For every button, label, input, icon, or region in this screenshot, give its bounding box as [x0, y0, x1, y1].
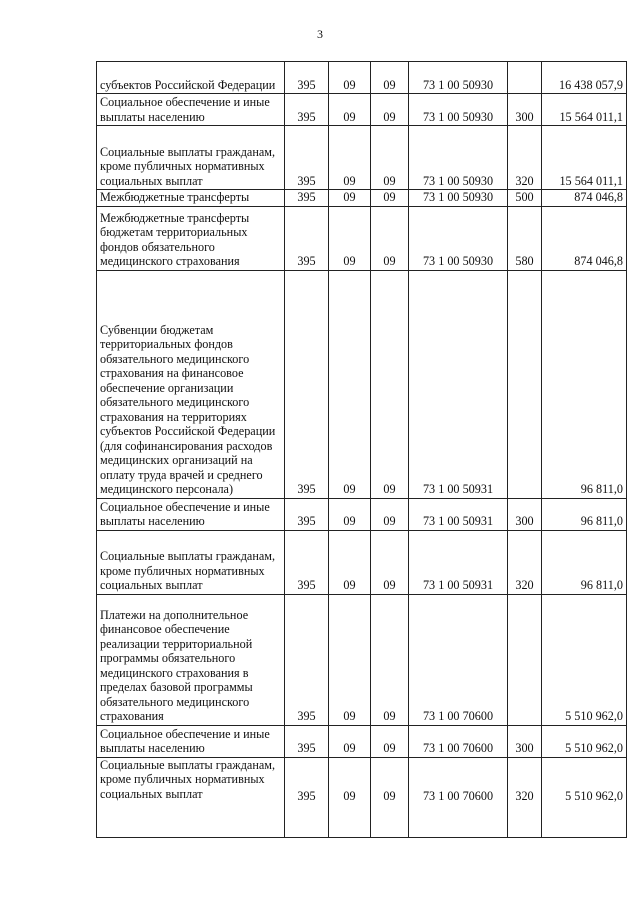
- subsection-code: 09: [371, 594, 409, 725]
- target-article-code: 73 1 00 50930: [409, 190, 508, 207]
- target-article-code: 73 1 00 50931: [409, 270, 508, 498]
- target-article-code: 73 1 00 70600: [409, 757, 508, 837]
- subsection-code: 09: [371, 126, 409, 190]
- page-number: 3: [317, 27, 323, 41]
- amount: 96 811,0: [542, 270, 627, 498]
- amount: 96 811,0: [542, 498, 627, 530]
- amount: 96 811,0: [542, 530, 627, 594]
- target-article-code: 73 1 00 50931: [409, 498, 508, 530]
- target-article-code: 73 1 00 50930: [409, 126, 508, 190]
- section-code: 09: [329, 126, 371, 190]
- row-name: Социальное обеспечение и иные выплаты населению: [97, 725, 285, 757]
- table-row: [97, 594, 627, 725]
- row-name: Социальное обеспечение и иные выплаты населению: [97, 498, 285, 530]
- ministry-code: 395: [285, 62, 329, 94]
- section-code: 09: [329, 206, 371, 270]
- subsection-code: 09: [371, 206, 409, 270]
- table-row: [97, 757, 627, 837]
- ministry-code: 395: [285, 126, 329, 190]
- expense-type-code: 300: [508, 498, 542, 530]
- row-name: Межбюджетные трансферты бюджетам территориальных фондов обязательного медицинского страхования: [97, 206, 285, 270]
- table-row: [97, 94, 627, 126]
- ministry-code: 395: [285, 725, 329, 757]
- expense-type-code: 320: [508, 126, 542, 190]
- row-name: Социальные выплаты гражданам, кроме публичных нормативных социальных выплат: [97, 530, 285, 594]
- subsection-code: 09: [371, 725, 409, 757]
- amount: 5 510 962,0: [542, 757, 627, 837]
- subsection-code: 09: [371, 62, 409, 94]
- ministry-code: 395: [285, 757, 329, 837]
- subsection-code: 09: [371, 757, 409, 837]
- subsection-code: 09: [371, 498, 409, 530]
- row-name: Социальные выплаты гражданам, кроме публичных нормативных социальных выплат: [97, 757, 285, 837]
- table-row: [97, 498, 627, 530]
- target-article-code: 73 1 00 50930: [409, 206, 508, 270]
- expense-type-code: 580: [508, 206, 542, 270]
- table-row: [97, 62, 627, 94]
- amount: 5 510 962,0: [542, 725, 627, 757]
- section-code: 09: [329, 190, 371, 207]
- section-code: 09: [329, 498, 371, 530]
- expense-type-code: [508, 270, 542, 498]
- ministry-code: 395: [285, 206, 329, 270]
- section-code: 09: [329, 725, 371, 757]
- subsection-code: 09: [371, 94, 409, 126]
- expense-type-code: [508, 594, 542, 725]
- budget-table: [96, 61, 627, 838]
- amount: 15 564 011,1: [542, 126, 627, 190]
- ministry-code: 395: [285, 94, 329, 126]
- section-code: 09: [329, 270, 371, 498]
- expense-type-code: 500: [508, 190, 542, 207]
- section-code: 09: [329, 594, 371, 725]
- section-code: 09: [329, 62, 371, 94]
- target-article-code: 73 1 00 50930: [409, 94, 508, 126]
- amount: 15 564 011,1: [542, 94, 627, 126]
- expense-type-code: 320: [508, 757, 542, 837]
- expense-type-code: 300: [508, 725, 542, 757]
- row-name: Субвенции бюджетам территориальных фондов обязательного медицинского страхования на финансовое обеспечение организации обязательного медицинского страхования на территориях субъектов Российской Федерации (для софинансирования расходов медицинских организаций на оплату труда врачей и среднего медицинского персонала): [97, 270, 285, 498]
- row-name: Межбюджетные трансферты: [97, 190, 285, 207]
- table-row: [97, 126, 627, 190]
- table-row: [97, 725, 627, 757]
- row-name: Социальное обеспечение и иные выплаты населению: [97, 94, 285, 126]
- ministry-code: 395: [285, 498, 329, 530]
- ministry-code: 395: [285, 594, 329, 725]
- row-name: Платежи на дополнительное финансовое обеспечение реализации территориальной программы обязательного медицинского страхования в пределах базовой программы обязательного медицинского страхования: [97, 594, 285, 725]
- amount: 874 046,8: [542, 206, 627, 270]
- ministry-code: 395: [285, 270, 329, 498]
- ministry-code: 395: [285, 530, 329, 594]
- table-row: [97, 190, 627, 207]
- expense-type-code: 320: [508, 530, 542, 594]
- ministry-code: 395: [285, 190, 329, 207]
- target-article-code: 73 1 00 50930: [409, 62, 508, 94]
- amount: 5 510 962,0: [542, 594, 627, 725]
- amount: 16 438 057,9: [542, 62, 627, 94]
- subsection-code: 09: [371, 530, 409, 594]
- section-code: 09: [329, 757, 371, 837]
- section-code: 09: [329, 530, 371, 594]
- target-article-code: 73 1 00 50931: [409, 530, 508, 594]
- table-row: [97, 530, 627, 594]
- table-row: [97, 206, 627, 270]
- subsection-code: 09: [371, 270, 409, 498]
- expense-type-code: [508, 62, 542, 94]
- section-code: 09: [329, 94, 371, 126]
- subsection-code: 09: [371, 190, 409, 207]
- table-row: [97, 270, 627, 498]
- target-article-code: 73 1 00 70600: [409, 594, 508, 725]
- expense-type-code: 300: [508, 94, 542, 126]
- row-name: субъектов Российской Федерации: [97, 62, 285, 94]
- row-name: Социальные выплаты гражданам, кроме публичных нормативных социальных выплат: [97, 126, 285, 190]
- target-article-code: 73 1 00 70600: [409, 725, 508, 757]
- amount: 874 046,8: [542, 190, 627, 207]
